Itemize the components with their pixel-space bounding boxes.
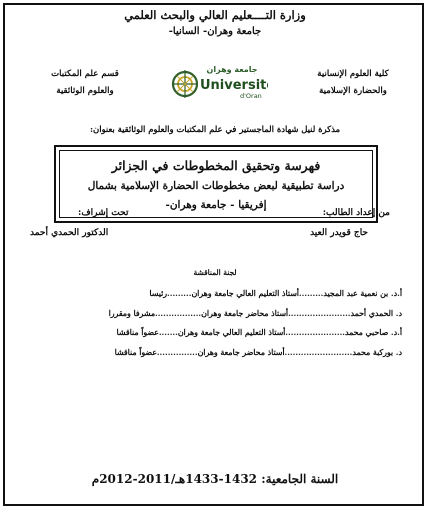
- department-line-2: والعلوم الوثائقية: [56, 86, 114, 96]
- logo-arabic-text: جامعة وهران: [206, 65, 258, 74]
- faculty-line-2: والحضارة الإسلامية: [319, 86, 387, 96]
- faculty-block: [298, 66, 408, 100]
- logo-latin-text: Université: [200, 78, 268, 93]
- student-name: حاج قويدر العيد: [310, 228, 368, 238]
- faculty-line-1: كلية العلوم الإنسانية: [317, 69, 389, 79]
- committee-member: د. بوركبة محمد.........................أستاذ محاضر جامعة وهران...............عضواً مناقشا: [114, 347, 402, 357]
- thesis-subtitle-line-2: إفريقيا - جامعة وهران-: [165, 199, 267, 211]
- department-line-1: قسم علم المكتبات: [51, 69, 119, 79]
- committee-member: أ.د. بن نعمية عبد المجيد.........أستاذ التعليم العالي جامعة وهران.........رئيسا: [149, 289, 402, 298]
- committee-title: لجنة المناقشة: [193, 268, 237, 277]
- department-block: [30, 66, 140, 100]
- university-logo: [168, 60, 268, 104]
- ministry-heading: وزارة التــــعليم العالي والبحث العلمي: [124, 8, 306, 22]
- committee-member: د. الحمدي أحمد.......................أستاذ محاضر جامعة وهران.................مشرفا ومقررا: [108, 308, 402, 318]
- logo-city-text: d'Oran: [240, 92, 262, 100]
- committee-member: أ.د. صاحبي محمد......................أستاذ التعليم العالي جامعة وهران.......عضواً مناقشا: [116, 328, 402, 337]
- student-label: من إعداد الطالب:: [322, 208, 390, 218]
- logo-emblem: [173, 70, 197, 98]
- thesis-title: فهرسة وتحقيق المخطوطات في الجزائر: [111, 158, 321, 173]
- university-heading: جامعة وهران- السانيا-: [168, 26, 262, 37]
- supervisor-label: تحت إشراف:: [78, 208, 129, 218]
- thesis-subtitle-line-1: دراسة تطبيقية لبعض مخطوطات الحضارة الإسلامية بشمال: [87, 180, 345, 192]
- academic-year: السنة الجامعية: 1432-1433هـ/2011-2012م: [91, 472, 339, 486]
- university-logo-icon: [168, 60, 268, 104]
- committee-list: [22, 284, 402, 362]
- supervisor-name: الدكتور الحمدي أحمد: [30, 228, 109, 238]
- thesis-intro: مذكرة لنيل شهادة الماجستير في علم المكتبات والعلوم الوثائقية بعنوان:: [89, 124, 341, 134]
